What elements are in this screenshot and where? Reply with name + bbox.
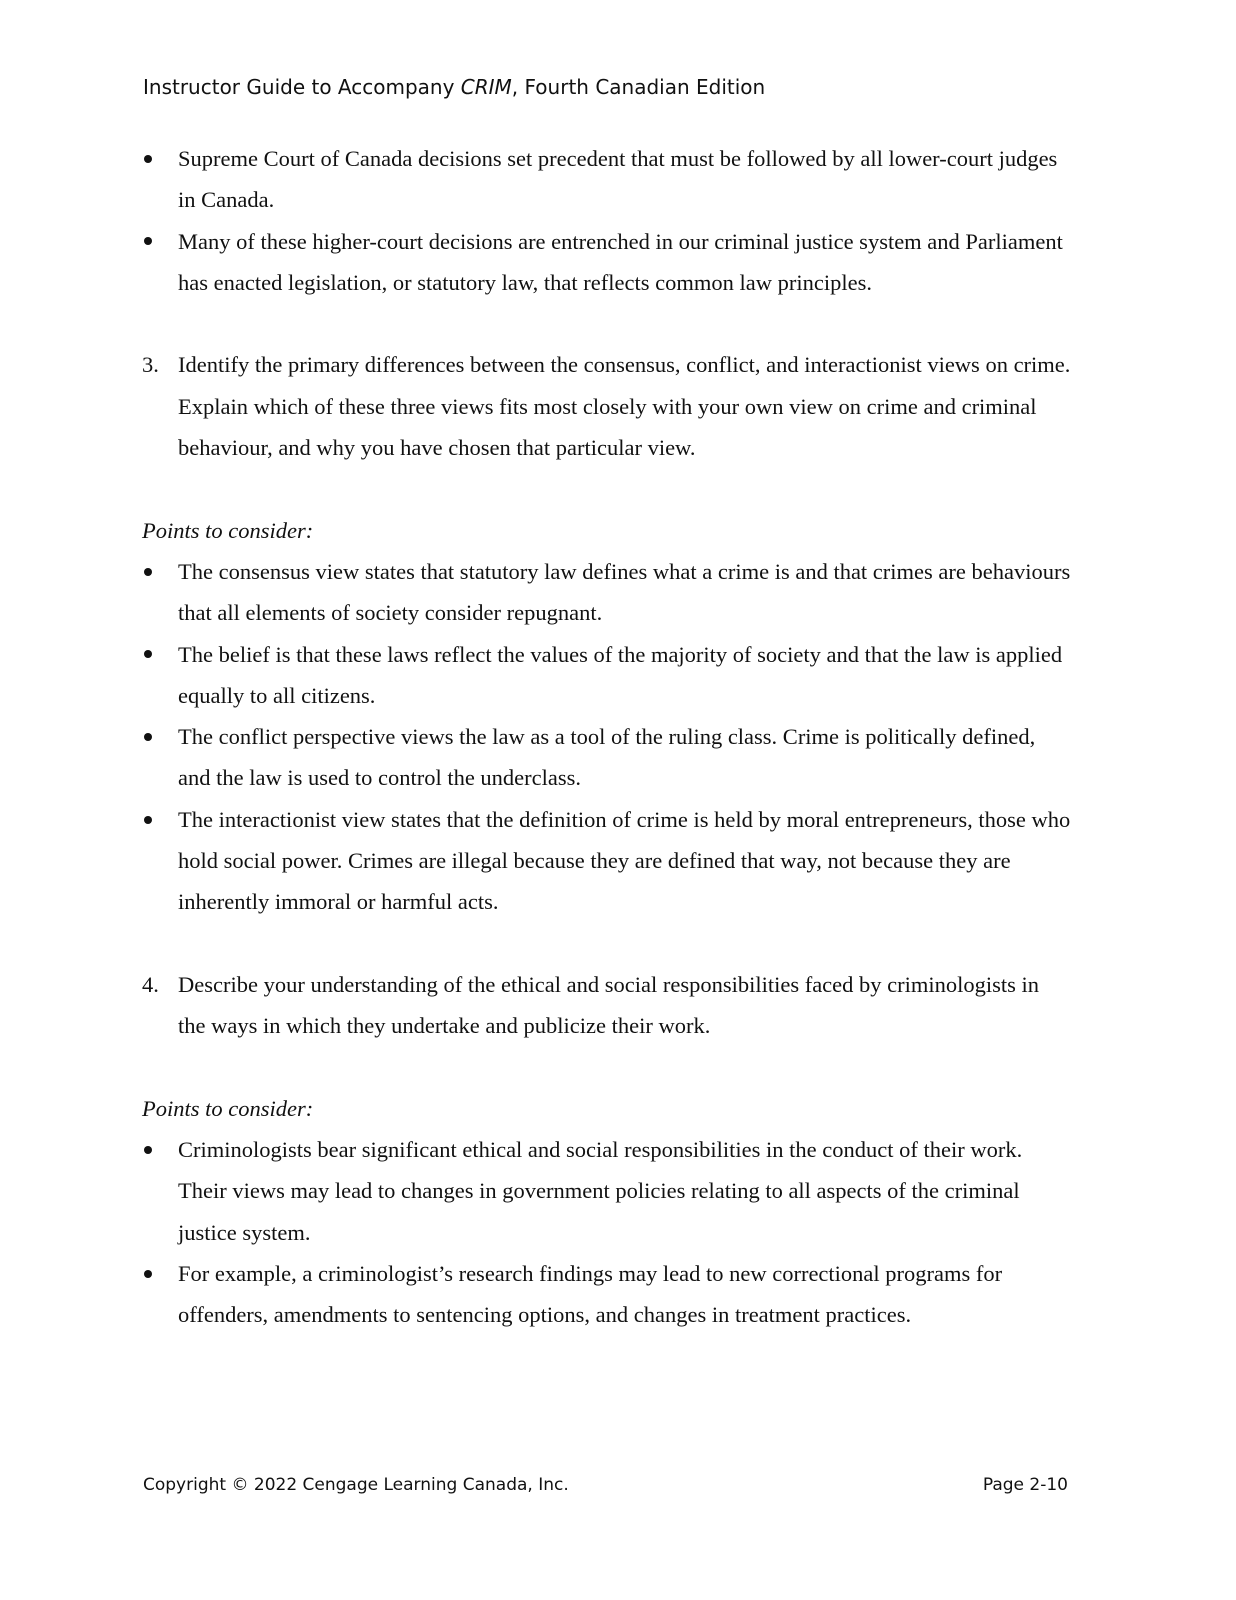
bullet-text: Criminologists bear significant ethical and social responsibilities in the conduct of their work. Their views may lead to changes in government policies relating to all aspects of the criminal justice system. — [178, 1137, 1023, 1245]
bullet-icon — [142, 799, 152, 840]
question-text: Identify the primary differences between the consensus, conflict, and interactionist views on crime. Explain which of these three views fits most closely with your own view on crime and criminal behaviour, and why you have chosen that particular view. — [178, 352, 1071, 461]
copyright-text: Copyright © 2022 Cengage Learning Canada, Inc. — [143, 1475, 569, 1495]
page-number: Page 2-10 — [982, 1475, 1068, 1495]
bullet-text: Many of these higher-court decisions are entrenched in our criminal justice system and Parliament has enacted legislation, or statutory law, that reflects common law principles. — [178, 228, 1063, 295]
document-body — [142, 138, 1072, 1336]
list-item — [142, 221, 1072, 304]
points-to-consider-heading: Points to consider: — [142, 517, 314, 543]
list-item — [142, 138, 1072, 221]
bullet-icon — [142, 1253, 152, 1294]
bullet-icon — [142, 138, 152, 179]
question-text: Describe your understanding of the ethical and social responsibilities faced by criminologists in the ways in which they undertake and publicize their work. — [178, 971, 1040, 1039]
spacer — [142, 1047, 1072, 1088]
page-header — [143, 72, 765, 102]
bullet-text: The consensus view states that statutory law defines what a crime is and that crimes are behaviours that all elements of society consider repugnant. — [178, 558, 1071, 626]
bullet-icon — [142, 221, 152, 262]
bullet-icon — [142, 551, 152, 592]
bullet-text: Supreme Court of Canada decisions set precedent that must be followed by all lower-court judges in Canada. — [178, 146, 1058, 213]
list-item — [142, 799, 1072, 923]
list-item — [142, 1129, 1072, 1253]
spacer — [142, 468, 1072, 509]
question-number: 4. — [142, 971, 159, 997]
list-item — [142, 551, 1072, 634]
header-prefix: Instructor Guide to Accompany — [143, 75, 461, 99]
question-number: 3. — [142, 352, 159, 378]
list-item — [142, 634, 1072, 717]
bullet-icon — [142, 1129, 152, 1170]
list-item — [142, 716, 1072, 799]
bullet-icon — [142, 634, 152, 675]
points-to-consider-heading: Points to consider: — [142, 1095, 314, 1121]
header-suffix: , Fourth Canadian Edition — [511, 75, 766, 99]
bullet-text: The conflict perspective views the law as a tool of the ruling class. Crime is politically defined, and the law is used to control the underclass. — [178, 724, 1036, 791]
page-footer — [143, 1472, 1068, 1498]
header-book-title: CRIM — [460, 75, 512, 99]
spacer — [142, 923, 1072, 964]
bullet-text: The belief is that these laws reflect the values of the majority of society and that the law is applied equally to all citizens. — [178, 641, 1063, 708]
question-4 — [142, 964, 1072, 1047]
bullet-text: For example, a criminologist’s research findings may lead to new correctional programs for offenders, amendments to sentencing options, and changes in treatment practices. — [178, 1261, 1003, 1328]
list-item — [142, 1253, 1072, 1336]
question-3 — [142, 344, 1072, 468]
spacer — [142, 303, 1072, 344]
bullet-icon — [142, 716, 152, 757]
bullet-text: The interactionist view states that the definition of crime is held by moral entrepreneurs, those who hold social power. Crimes are illegal because they are defined that way, not because they are inherently immoral or harmful acts. — [178, 806, 1071, 915]
